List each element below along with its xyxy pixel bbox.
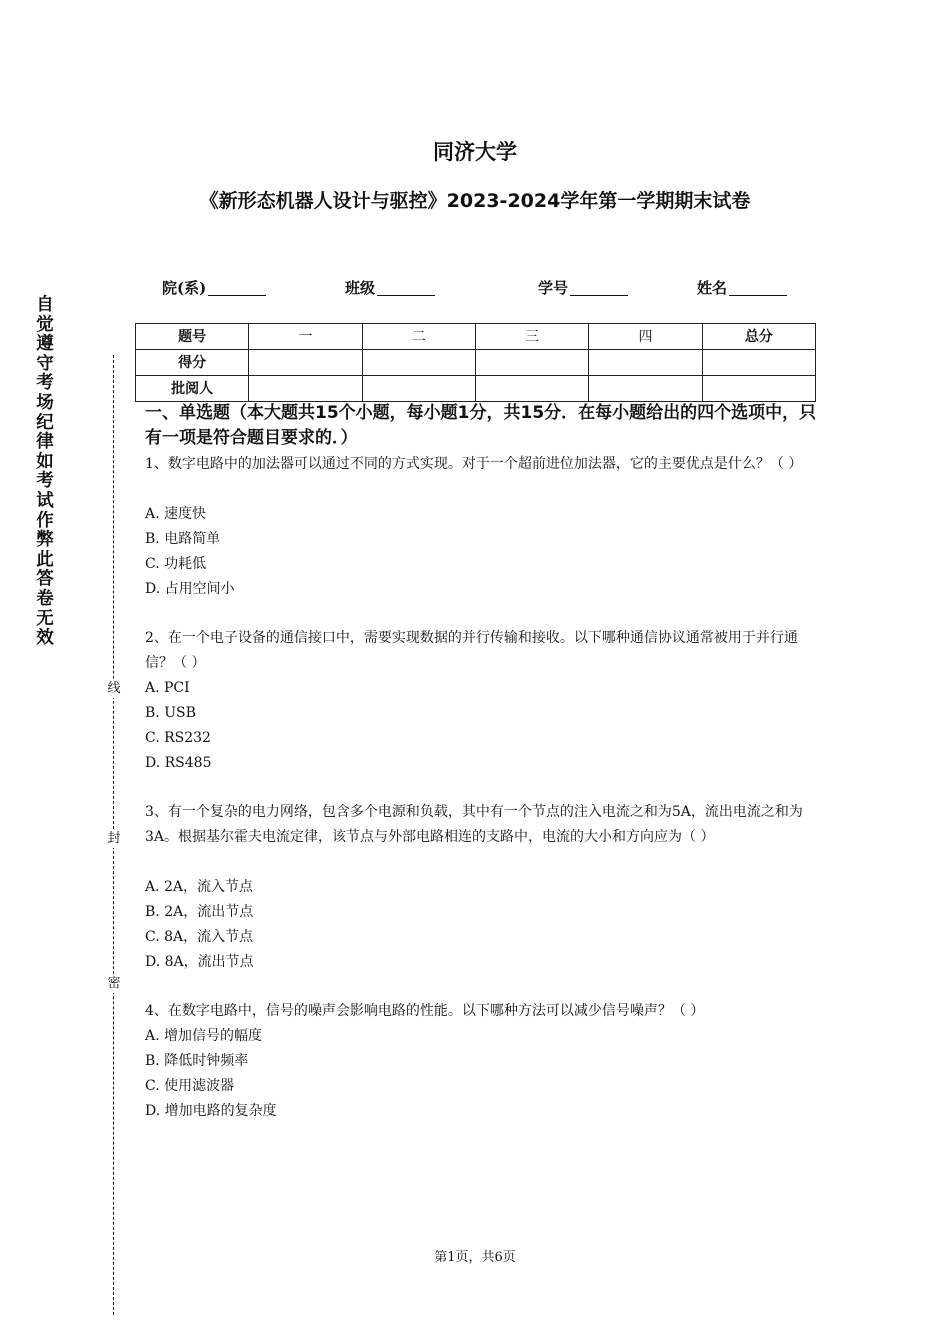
question-3-option-a[interactable]: A. 2A，流入节点 (145, 879, 254, 895)
exam-title: 《新形态机器人设计与驱控》2023-2024学年第一学期期末试卷 (199, 190, 751, 212)
score-cell[interactable] (249, 350, 362, 376)
header-part-4: 四 (589, 324, 702, 350)
score-row (136, 350, 816, 376)
score-table-header-row (136, 324, 816, 350)
question-4-stem: 4、在数字电路中，信号的噪声会影响电路的性能。以下哪种方法可以减少信号噪声？（ ） (145, 1003, 705, 1019)
grader-cell[interactable] (702, 376, 815, 402)
header-question-no: 题号 (136, 324, 249, 350)
question-4-option-b[interactable]: B. 降低时钟频率 (145, 1053, 249, 1069)
question-2-option-c[interactable]: C. RS232 (145, 730, 211, 746)
question-4-option-c[interactable]: C. 使用滤波器 (145, 1078, 235, 1094)
student-id-label: 学号 (538, 279, 569, 297)
question-1-stem: 1、数字电路中的加法器可以通过不同的方式实现。对于一个超前进位加法器，它的主要优点是什么？（ ） (145, 456, 803, 472)
question-2-option-d[interactable]: D. RS485 (145, 755, 212, 771)
question-3-option-b[interactable]: B. 2A，流出节点 (145, 904, 254, 920)
class-blank[interactable] (377, 279, 435, 296)
section-heading: 一、单选题（本大题共15个小题，每小题1分，共15分．在每小题给出的四个选项中，只有一项是符合题目要求的．） (145, 403, 817, 448)
header-total: 总分 (702, 324, 815, 350)
question-1-option-b[interactable]: B. 电路简单 (145, 531, 221, 547)
question-3-option-c[interactable]: C. 8A，流入节点 (145, 929, 254, 945)
header-part-1: 一 (249, 324, 362, 350)
dept-blank[interactable] (208, 279, 266, 296)
exam-discipline-notice: 自觉遵守考场纪律如考试作弊此答卷无效 (36, 295, 54, 649)
grader-cell[interactable] (475, 376, 588, 402)
class-label: 班级 (345, 279, 376, 297)
question-2-option-a[interactable]: A. PCI (145, 680, 190, 696)
score-cell[interactable] (702, 350, 815, 376)
seal-dense-label: 密 (105, 975, 123, 993)
grader-cell[interactable] (362, 376, 475, 402)
class-field (345, 277, 435, 298)
page-number: 第1页，共6页 (434, 1250, 516, 1265)
question-2-option-b[interactable]: B. USB (145, 705, 196, 721)
grader-row-label: 批阅人 (136, 376, 249, 402)
grader-row (136, 376, 816, 402)
name-blank[interactable] (729, 279, 787, 296)
question-4-option-d[interactable]: D. 增加电路的复杂度 (145, 1103, 277, 1119)
question-3-stem: 3、有一个复杂的电力网络，包含多个电源和负载，其中有一个节点的注入电流之和为5A，流出电流之和为 3A。根据基尔霍夫电流定律，该节点与外部电路相连的支路中，电流的大小和方向应为（ ） (145, 804, 803, 845)
student-id-field (538, 277, 628, 298)
student-id-blank[interactable] (570, 279, 628, 296)
score-row-label: 得分 (136, 350, 249, 376)
question-4-option-a[interactable]: A. 增加信号的幅度 (145, 1028, 263, 1044)
university-title: 同济大学 (433, 140, 517, 164)
score-cell[interactable] (589, 350, 702, 376)
question-2-stem: 2、在一个电子设备的通信接口中，需要实现数据的并行传输和接收。以下哪种通信协议通常被用于并行通信？（ ） (145, 630, 798, 671)
question-1-option-c[interactable]: C. 功耗低 (145, 556, 207, 572)
name-label: 姓名 (697, 279, 728, 297)
header-part-2: 二 (362, 324, 475, 350)
score-cell[interactable] (362, 350, 475, 376)
question-1-option-d[interactable]: D. 占用空间小 (145, 581, 235, 597)
dept-field (162, 277, 266, 298)
score-table (135, 323, 816, 402)
header-part-3: 三 (475, 324, 588, 350)
question-3-option-d[interactable]: D. 8A，流出节点 (145, 954, 254, 970)
grader-cell[interactable] (589, 376, 702, 402)
name-field (697, 277, 787, 298)
score-cell[interactable] (475, 350, 588, 376)
dept-label: 院(系) (162, 279, 207, 297)
question-1-option-a[interactable]: A. 速度快 (145, 506, 207, 522)
seal-line-label: 线 (105, 680, 123, 698)
seal-seal-label: 封 (105, 830, 123, 848)
grader-cell[interactable] (249, 376, 362, 402)
